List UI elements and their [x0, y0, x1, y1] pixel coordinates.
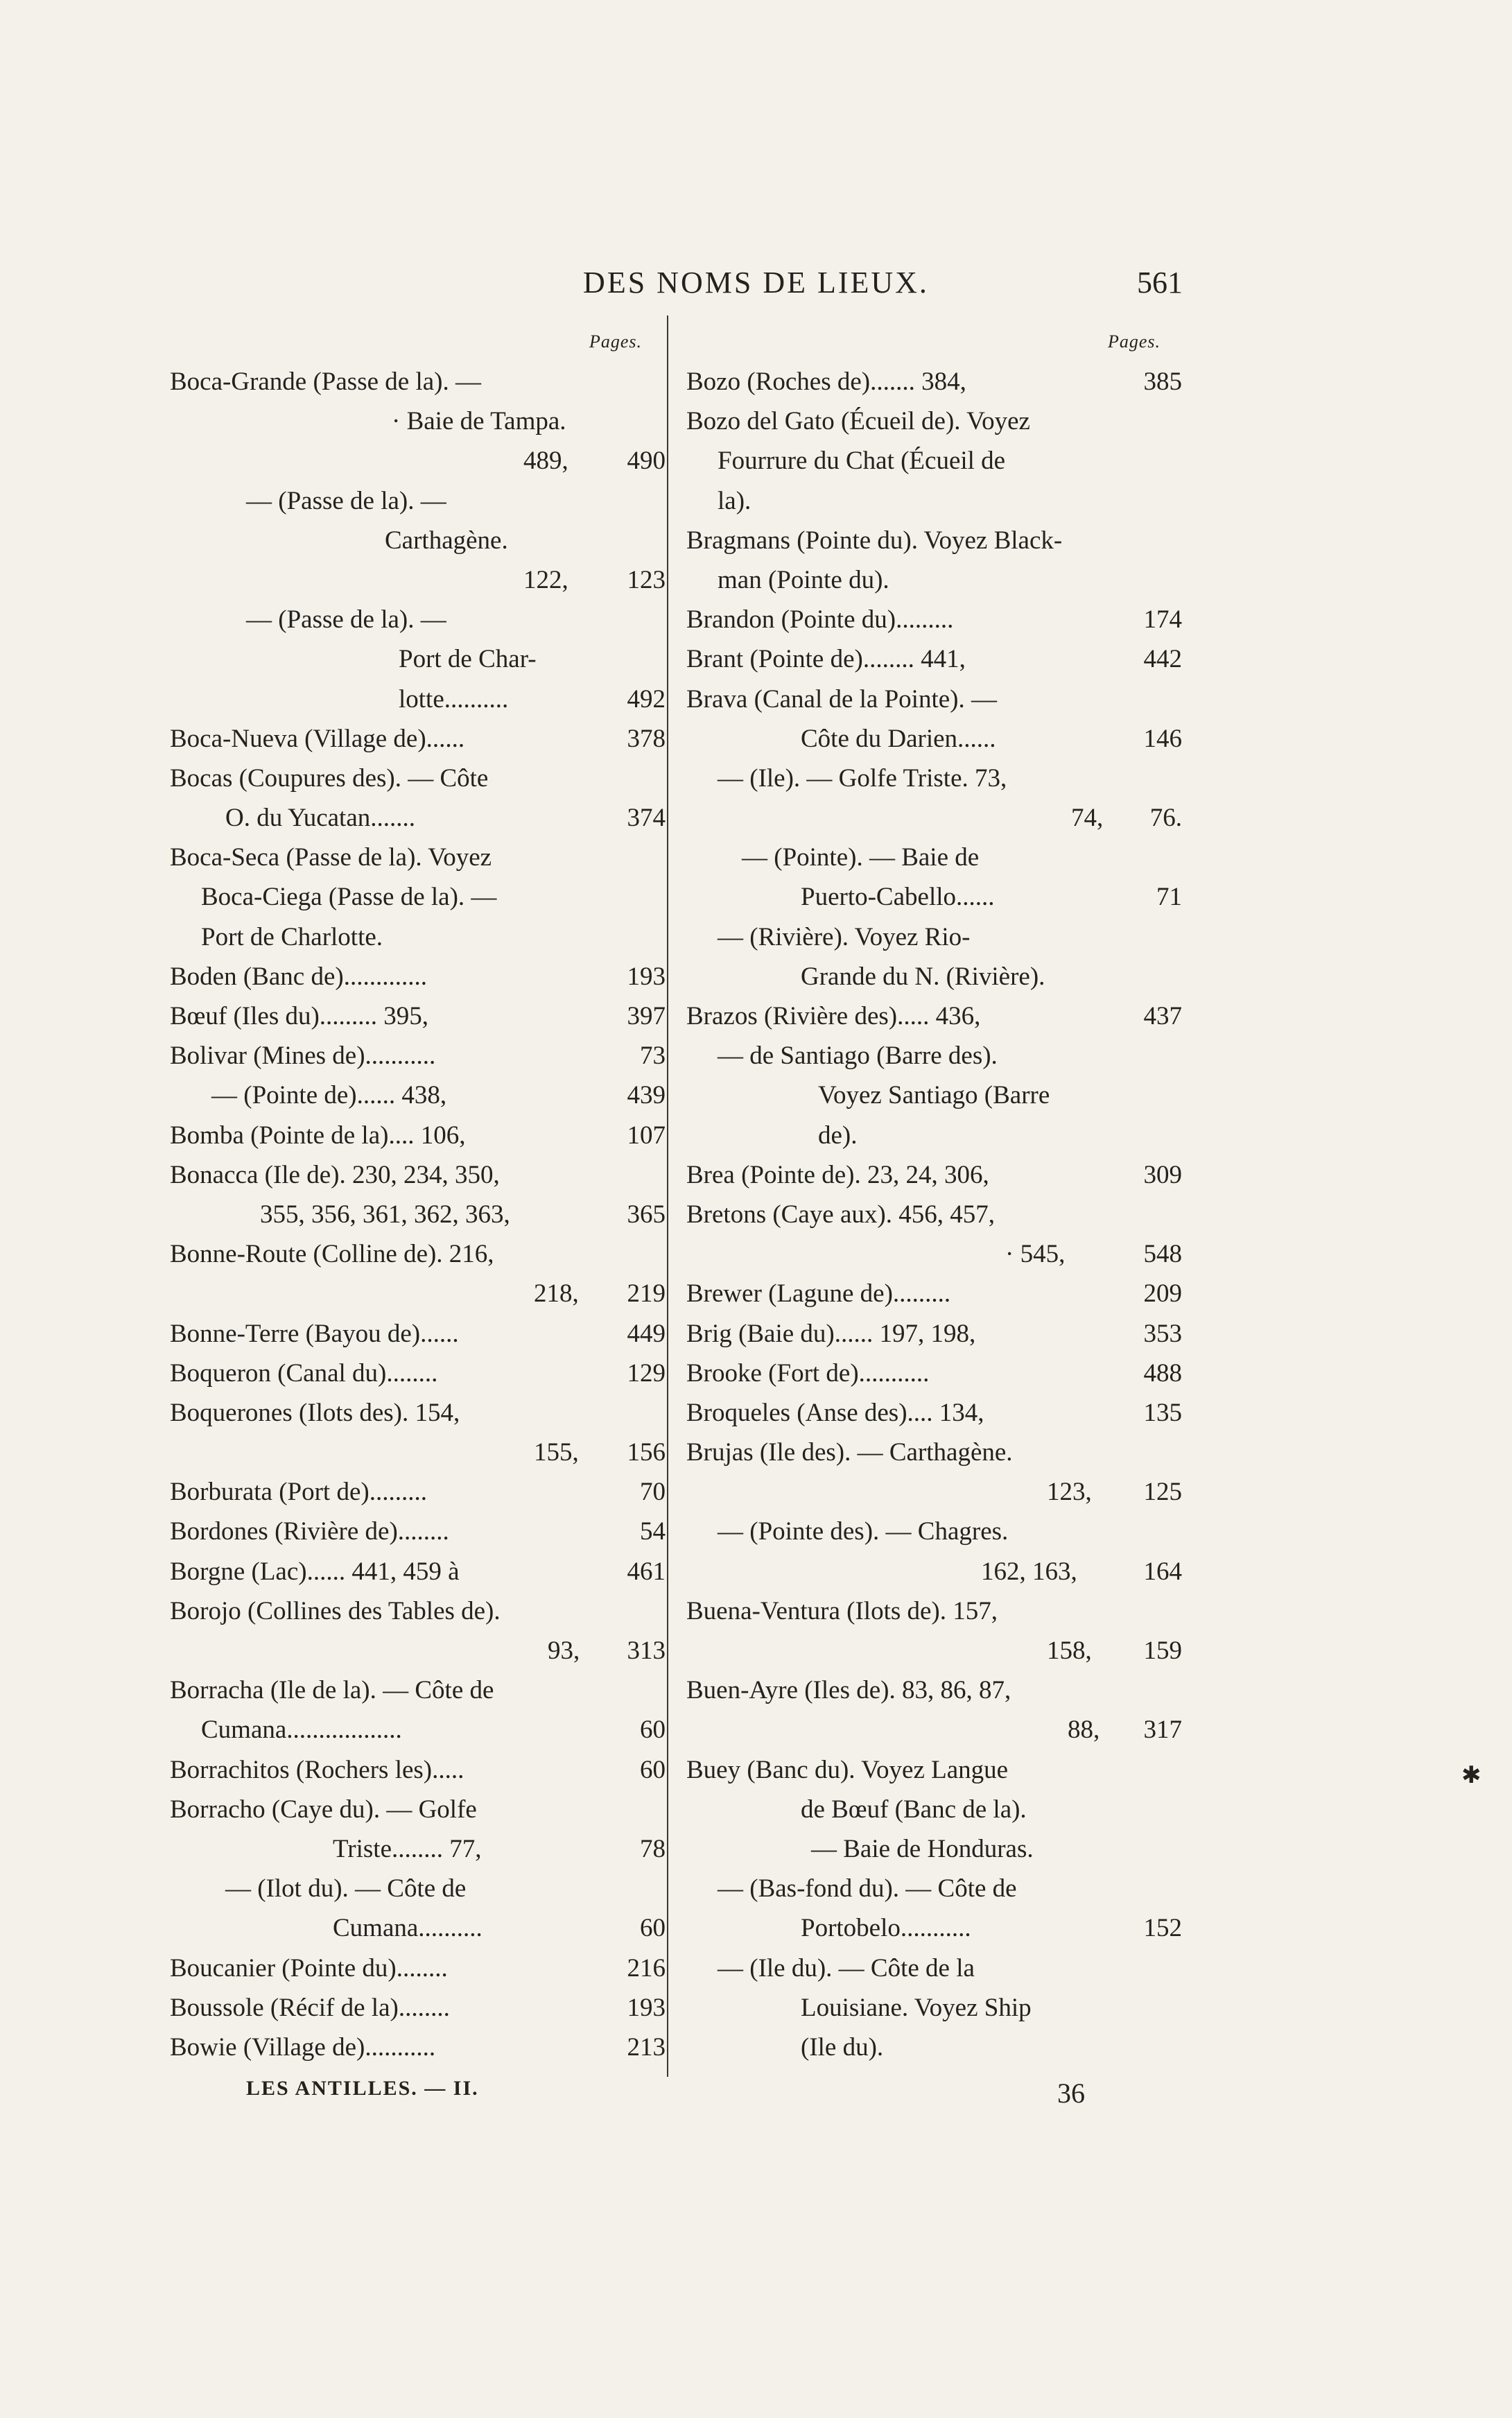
- index-line: [170, 639, 666, 679]
- index-entry-text: Boden (Banc de).............: [170, 962, 427, 991]
- index-line: [686, 1472, 1182, 1512]
- index-line: [686, 401, 1182, 441]
- running-head: [0, 265, 1512, 313]
- index-line: [686, 600, 1182, 639]
- index-line: [170, 877, 666, 917]
- index-line: [686, 1393, 1182, 1433]
- index-line: [170, 521, 666, 560]
- margin-mark: ✱: [1461, 1763, 1481, 1788]
- index-entry-text: 158,: [1047, 1637, 1092, 1665]
- index-page-ref: 107: [627, 1121, 666, 1150]
- index-page-ref: 317: [1143, 1716, 1182, 1745]
- index-page-ref: 174: [1143, 605, 1182, 634]
- index-entry-text: Boca-Ciega (Passe de la). —: [201, 883, 497, 912]
- index-line: [686, 996, 1182, 1036]
- index-line: [170, 798, 666, 838]
- index-line: [686, 1949, 1182, 1988]
- index-entry-text: Cumana..................: [201, 1716, 402, 1745]
- index-line: [170, 838, 666, 877]
- index-entry-text: man (Pointe du).: [718, 565, 889, 594]
- left-pages-heading: Pages.: [589, 331, 643, 352]
- index-line: [686, 521, 1182, 560]
- index-entry-text: — Baie de Honduras.: [811, 1834, 1034, 1863]
- index-page-ref: 209: [1143, 1279, 1182, 1309]
- index-entry-text: Brazos (Rivière des)..... 436,: [686, 1002, 981, 1030]
- index-line: [170, 560, 666, 600]
- sheet-number: 36: [1057, 2078, 1085, 2109]
- index-line: [170, 1750, 666, 1790]
- index-entry-text: Port de Char-: [399, 645, 537, 674]
- index-page-ref: 488: [1143, 1358, 1182, 1388]
- index-page-ref: 70: [640, 1478, 666, 1507]
- index-line: [686, 1790, 1182, 1829]
- index-line: [170, 1393, 666, 1433]
- index-page-ref: 71: [1156, 883, 1182, 912]
- index-page-ref: 461: [627, 1557, 666, 1586]
- index-page-ref: 365: [627, 1200, 666, 1229]
- index-entry-text: Bozo (Roches de)....... 384,: [686, 368, 966, 396]
- index-line: [686, 680, 1182, 719]
- index-entry-text: Boca-Grande (Passe de la). —: [170, 368, 481, 396]
- index-page-ref: 193: [627, 1993, 666, 2022]
- index-line: [170, 1155, 666, 1195]
- index-page-ref: 193: [627, 962, 666, 991]
- index-entry-text: Bonacca (Ile de). 230, 234, 350,: [170, 1160, 500, 1189]
- index-entry-text: — (Pointe des). — Chagres.: [718, 1517, 1009, 1546]
- index-line: [686, 759, 1182, 798]
- index-line: [170, 600, 666, 639]
- index-entry-text: Fourrure du Chat (Écueil de: [718, 447, 1006, 476]
- index-entry-text: Buena-Ventura (Ilots de). 157,: [686, 1596, 998, 1625]
- index-entry-text: Brandon (Pointe du).........: [686, 605, 954, 634]
- right-pages-heading: Pages.: [1108, 331, 1161, 352]
- index-line: [170, 1552, 666, 1591]
- index-entry-text: 88,: [1068, 1716, 1100, 1745]
- index-page-ref: 492: [627, 684, 666, 714]
- index-entry-text: Boquerones (Ilots des). 154,: [170, 1398, 460, 1427]
- index-page-ref: 60: [640, 1755, 666, 1784]
- index-entry-text: Port de Charlotte.: [201, 922, 383, 951]
- index-line: [170, 1195, 666, 1234]
- index-entry-text: Triste........ 77,: [333, 1834, 482, 1863]
- index-line: [170, 1274, 666, 1313]
- index-line: [170, 1591, 666, 1631]
- index-entry-text: lotte..........: [399, 684, 509, 714]
- index-entry-text: 355, 356, 361, 362, 363,: [260, 1200, 510, 1229]
- index-line: [170, 996, 666, 1036]
- index-line: [686, 1274, 1182, 1313]
- index-page-ref: 442: [1143, 645, 1182, 674]
- index-line: [686, 1750, 1182, 1790]
- index-line: [686, 1710, 1182, 1750]
- index-page-ref: 164: [1143, 1557, 1182, 1586]
- index-entry-text: Brooke (Fort de)...........: [686, 1358, 930, 1388]
- index-line: [170, 957, 666, 996]
- index-page-ref: 213: [627, 2032, 666, 2062]
- index-entry-text: Bomba (Pointe de la).... 106,: [170, 1121, 466, 1150]
- index-entry-text: Borracha (Ile de la). — Côte de: [170, 1676, 494, 1705]
- index-entry-text: Buen-Ayre (Iles de). 83, 86, 87,: [686, 1676, 1011, 1705]
- index-line: [686, 1314, 1182, 1354]
- index-line: [686, 1988, 1182, 2028]
- index-entry-text: Bonne-Terre (Bayou de)......: [170, 1319, 459, 1348]
- index-line: [686, 1036, 1182, 1076]
- index-line: [686, 639, 1182, 679]
- index-line: [170, 1472, 666, 1512]
- index-entry-text: Boucanier (Pointe du)........: [170, 1953, 448, 1983]
- index-entry-text: Boca-Nueva (Village de)......: [170, 724, 465, 753]
- index-line: [686, 838, 1182, 877]
- index-entry-text: Broqueles (Anse des).... 134,: [686, 1398, 984, 1427]
- index-line: [170, 1670, 666, 1710]
- index-line: [170, 1116, 666, 1155]
- index-entry-text: · 545,: [1005, 1240, 1066, 1269]
- index-entry-text: (Ile du).: [801, 2032, 884, 2062]
- index-entry-text: Bonne-Route (Colline de). 216,: [170, 1240, 494, 1269]
- index-entry-text: 218,: [534, 1279, 579, 1309]
- index-line: [170, 1234, 666, 1274]
- index-entry-text: Bolivar (Mines de)...........: [170, 1042, 436, 1071]
- index-entry-text: — (Passe de la). —: [246, 605, 446, 634]
- index-line: [686, 798, 1182, 838]
- index-line: [686, 957, 1182, 996]
- index-entry-text: Côte du Darien......: [801, 724, 996, 753]
- index-line: [170, 441, 666, 481]
- index-page-ref: 374: [627, 804, 666, 833]
- index-line: [686, 1116, 1182, 1155]
- index-line: [686, 1433, 1182, 1472]
- index-line: [686, 1552, 1182, 1591]
- right-index-column: [686, 362, 1182, 2067]
- index-entry-text: — (Pointe). — Baie de: [742, 843, 980, 872]
- index-entry-text: 74,: [1071, 804, 1104, 833]
- index-line: [170, 1314, 666, 1354]
- index-entry-text: 122,: [523, 565, 568, 594]
- index-entry-text: Brewer (Lagune de).........: [686, 1279, 951, 1309]
- index-line: [170, 1710, 666, 1750]
- index-line: [686, 1195, 1182, 1234]
- index-line: [170, 1036, 666, 1076]
- index-line: [686, 560, 1182, 600]
- index-line: [170, 1988, 666, 2028]
- index-line: [170, 401, 666, 441]
- index-page-ref: 490: [627, 447, 666, 476]
- index-entry-text: Grande du N. (Rivière).: [801, 962, 1045, 991]
- index-page-ref: 437: [1143, 1002, 1182, 1030]
- index-line: [686, 1076, 1182, 1115]
- index-entry-text: Portobelo...........: [801, 1914, 971, 1943]
- index-entry-text: Voyez Santiago (Barre: [818, 1081, 1050, 1110]
- index-line: [170, 1512, 666, 1551]
- index-page-ref: 76.: [1149, 804, 1182, 833]
- page-footer: [0, 2077, 1512, 2118]
- index-entry-text: — (Ilot du). — Côte de: [225, 1874, 467, 1903]
- index-page-ref: 146: [1143, 724, 1182, 753]
- index-page-ref: 397: [627, 1002, 666, 1030]
- index-entry-text: la).: [718, 486, 751, 515]
- index-entry-text: Brea (Pointe de). 23, 24, 306,: [686, 1160, 989, 1189]
- page-title: DES NOMS DE LIEUX.: [583, 266, 929, 300]
- index-line: [170, 719, 666, 759]
- index-line: [686, 877, 1182, 917]
- index-line: [686, 1354, 1182, 1393]
- index-page-ref: 125: [1143, 1478, 1182, 1507]
- index-page-ref: 439: [627, 1081, 666, 1110]
- index-entry-text: · Baie de Tampa.: [392, 407, 566, 436]
- index-line: [170, 759, 666, 798]
- index-entry-text: — (Ile du). — Côte de la: [718, 1953, 975, 1983]
- index-page-ref: 123: [627, 565, 666, 594]
- index-line: [170, 1433, 666, 1472]
- index-page-ref: 152: [1143, 1914, 1182, 1943]
- index-page-ref: 73: [640, 1042, 666, 1071]
- index-line: [686, 1512, 1182, 1551]
- index-entry-text: — (Rivière). Voyez Rio-: [718, 922, 971, 951]
- index-entry-text: Brig (Baie du)...... 197, 198,: [686, 1319, 976, 1348]
- index-line: [686, 1829, 1182, 1869]
- index-line: [686, 2028, 1182, 2067]
- index-entry-text: Borburata (Port de).........: [170, 1478, 427, 1507]
- index-line: [170, 1631, 666, 1670]
- index-entry-text: 155,: [534, 1438, 579, 1467]
- index-page-ref: 159: [1143, 1637, 1182, 1665]
- index-line: [170, 1354, 666, 1393]
- index-entry-text: — (Ile). — Golfe Triste. 73,: [718, 763, 1007, 793]
- index-page-ref: 60: [640, 1914, 666, 1943]
- index-line: [170, 362, 666, 401]
- index-entry-text: Bowie (Village de)...........: [170, 2032, 436, 2062]
- index-line: [686, 719, 1182, 759]
- index-page-ref: 156: [627, 1438, 666, 1467]
- index-entry-text: 162, 163,: [981, 1557, 1077, 1586]
- index-entry-text: Borrachitos (Rochers les).....: [170, 1755, 464, 1784]
- index-line: [170, 1949, 666, 1988]
- index-line: [170, 1908, 666, 1948]
- index-entry-text: Buey (Banc du). Voyez Langue: [686, 1755, 1009, 1784]
- index-entry-text: Boca-Seca (Passe de la). Voyez: [170, 843, 492, 872]
- index-line: [170, 1076, 666, 1115]
- index-entry-text: — (Bas-fond du). — Côte de: [718, 1874, 1017, 1903]
- index-entry-text: Bretons (Caye aux). 456, 457,: [686, 1200, 995, 1229]
- left-index-column: [170, 362, 666, 2067]
- index-page-ref: 378: [627, 724, 666, 753]
- index-entry-text: Carthagène.: [385, 526, 508, 555]
- index-page-ref: 309: [1143, 1160, 1182, 1189]
- index-line: [170, 917, 666, 957]
- index-line: [686, 1869, 1182, 1908]
- index-line: [170, 680, 666, 719]
- index-line: [686, 1591, 1182, 1631]
- index-entry-text: Cumana..........: [333, 1914, 483, 1943]
- index-page-ref: 78: [640, 1834, 666, 1863]
- index-entry-text: Bordones (Rivière de)........: [170, 1517, 449, 1546]
- index-line: [686, 1908, 1182, 1948]
- index-entry-text: Boqueron (Canal du)........: [170, 1358, 438, 1388]
- index-line: [686, 481, 1182, 521]
- index-entry-text: Bragmans (Pointe du). Voyez Black-: [686, 526, 1063, 555]
- index-entry-text: 93,: [548, 1637, 580, 1665]
- index-line: [686, 1670, 1182, 1710]
- index-page-ref: 135: [1143, 1398, 1182, 1427]
- index-entry-text: Brava (Canal de la Pointe). —: [686, 684, 997, 714]
- index-entry-text: — (Passe de la). —: [246, 486, 446, 515]
- column-divider: [667, 316, 668, 2077]
- index-entry-text: Bœuf (Iles du)......... 395,: [170, 1002, 429, 1030]
- index-page-ref: 216: [627, 1953, 666, 1983]
- index-page-ref: 54: [640, 1517, 666, 1546]
- index-page-ref: 60: [640, 1716, 666, 1745]
- index-entry-text: — de Santiago (Barre des).: [718, 1042, 998, 1071]
- index-entry-text: Borracho (Caye du). — Golfe: [170, 1795, 477, 1824]
- index-line: [686, 1234, 1182, 1274]
- index-entry-text: de Bœuf (Banc de la).: [801, 1795, 1027, 1824]
- index-page-ref: 385: [1143, 368, 1182, 396]
- printer-signature: LES ANTILLES. — II.: [246, 2077, 479, 2100]
- index-entry-text: 123,: [1047, 1478, 1092, 1507]
- index-line: [170, 1829, 666, 1869]
- index-line: [686, 917, 1182, 957]
- index-page-ref: 353: [1143, 1319, 1182, 1348]
- index-page-ref: 313: [627, 1637, 666, 1665]
- index-entry-text: Puerto-Cabello......: [801, 883, 995, 912]
- index-entry-text: Brujas (Ile des). — Carthagène.: [686, 1438, 1013, 1467]
- index-entry-text: Boussole (Récif de la)........: [170, 1993, 450, 2022]
- page-number: 561: [1137, 266, 1183, 300]
- index-entry-text: O. du Yucatan.......: [225, 804, 416, 833]
- index-entry-text: Borgne (Lac)...... 441, 459 à: [170, 1557, 460, 1586]
- index-line: [686, 1155, 1182, 1195]
- index-line: [170, 1790, 666, 1829]
- index-line: [686, 362, 1182, 401]
- index-line: [170, 2028, 666, 2067]
- index-entry-text: Bozo del Gato (Écueil de). Voyez: [686, 407, 1030, 436]
- index-entry-text: 489,: [523, 447, 568, 476]
- index-page-ref: 129: [627, 1358, 666, 1388]
- index-line: [170, 1869, 666, 1908]
- index-page-ref: 449: [627, 1319, 666, 1348]
- index-page-ref: 219: [627, 1279, 666, 1309]
- index-entry-text: de).: [818, 1121, 858, 1150]
- index-entry-text: Brant (Pointe de)........ 441,: [686, 645, 966, 674]
- index-line: [686, 1631, 1182, 1670]
- index-entry-text: Bocas (Coupures des). — Côte: [170, 763, 489, 793]
- index-line: [170, 481, 666, 521]
- index-entry-text: Louisiane. Voyez Ship: [801, 1993, 1032, 2022]
- index-line: [686, 441, 1182, 481]
- index-entry-text: — (Pointe de)...... 438,: [211, 1081, 447, 1110]
- index-page-ref: 548: [1143, 1240, 1182, 1269]
- index-entry-text: Borojo (Collines des Tables de).: [170, 1596, 501, 1625]
